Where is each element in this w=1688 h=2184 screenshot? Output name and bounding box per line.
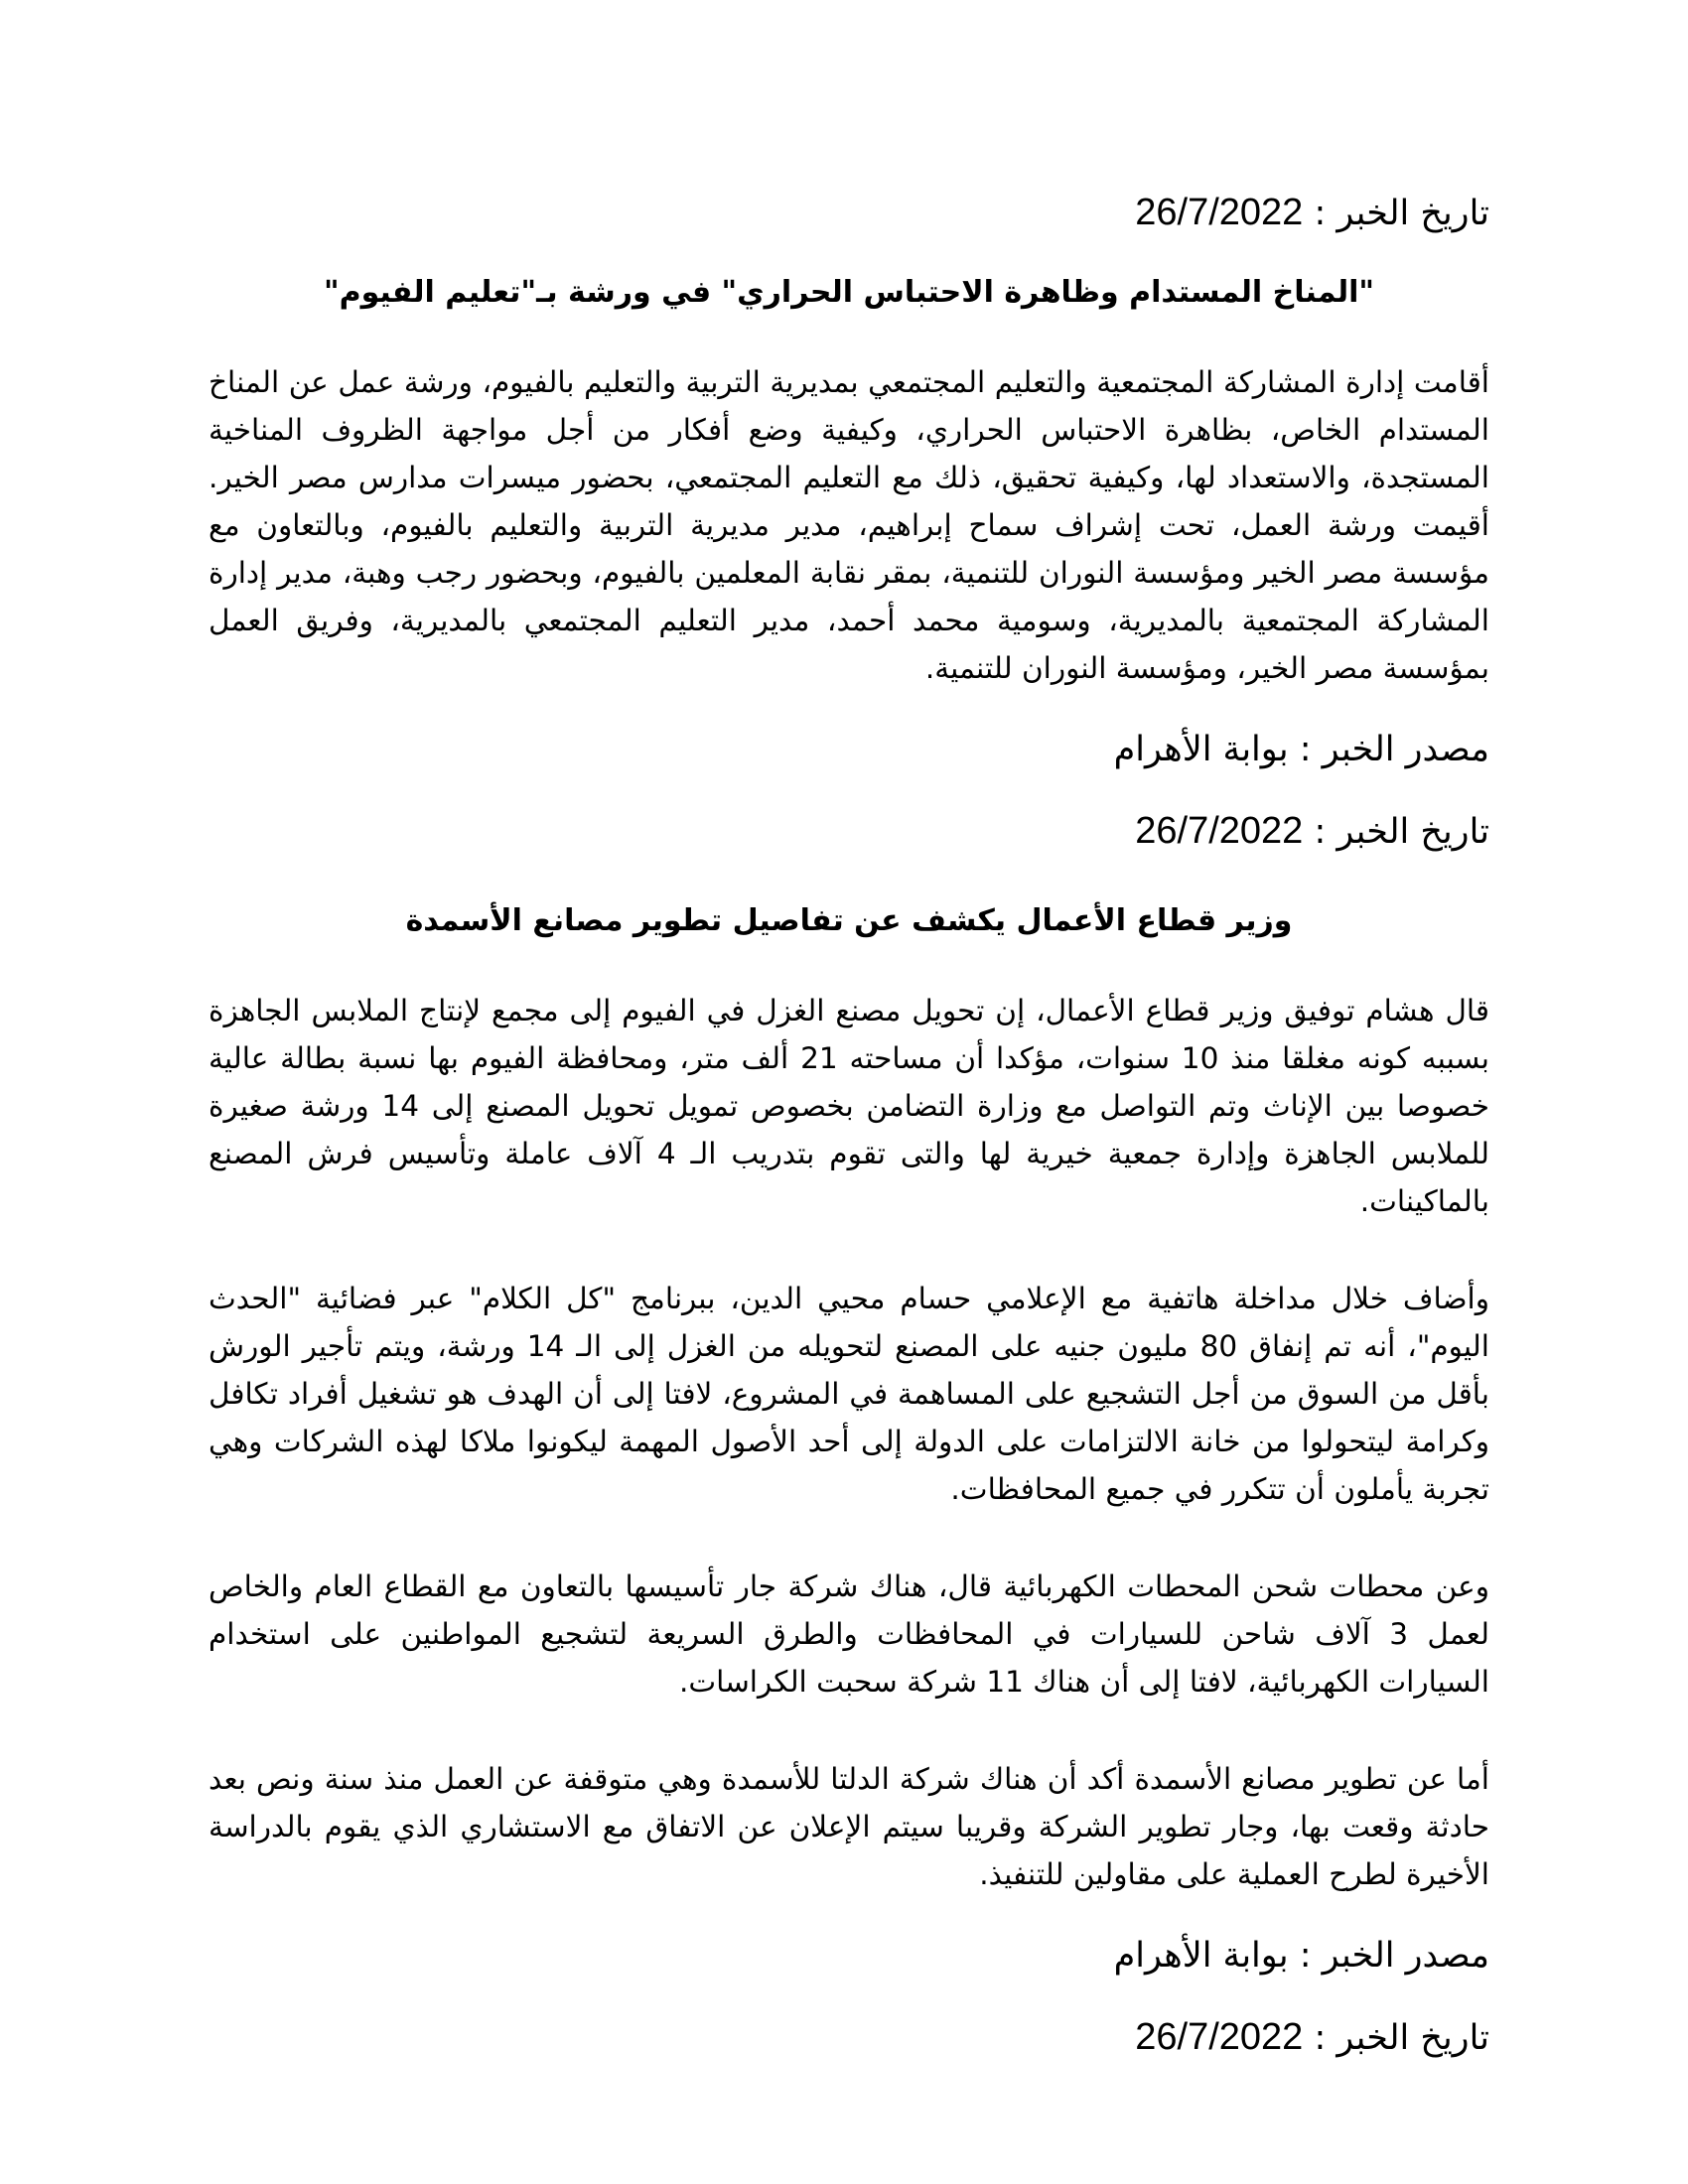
article-2-paragraph-3: وعن محطات شحن المحطات الكهربائية قال، هناك شركة جار تأسيسها بالتعاون مع القطاع العام والخاص لعمل 3 آلاف شاحن للسيارات في المحافظات والطرق السريعة لتشجيع المواطنين على استخدام السيارات الكهربائية، لافتا إلى أن هناك 11 شركة سحبت الكراسات. xyxy=(209,1570,1489,1699)
date-label: تاريخ الخبر : xyxy=(1303,812,1489,852)
date-label: تاريخ الخبر : xyxy=(1303,194,1489,233)
date-label: تاريخ الخبر : xyxy=(1303,2018,1489,2058)
article-1-headline: "المناخ المستدام وظاهرة الاحتباس الحراري" في ورشة بـ"تعليم الفيوم" xyxy=(323,275,1375,310)
document-page xyxy=(209,189,1489,2062)
article-2-date xyxy=(209,807,1489,856)
article-2-headline: وزير قطاع الأعمال يكشف عن تفاصيل تطوير مصانع الأسمدة xyxy=(405,903,1293,938)
article-2-paragraph-2: وأضاف خلال مداخلة هاتفية مع الإعلامي حسام محيي الدين، ببرنامج "كل الكلام" عبر فضائية "الحدث اليوم"، أنه تم إنفاق 80 مليون جنيه على المصنع لتحويله من الغزل إلى الـ 14 ورشة، ويتم تأجير الورش بأقل من السوق من أجل التشجيع على المساهمة في المشروع، لافتا إلى أن الهدف هو تشغيل أفراد تكافل وكرامة ليتحولوا من خانة الالتزامات على الدولة إلى أحد الأصول المهمة ليكونوا ملاكا لهذه الشركات وهي تجربة يأملون أن تتكرر في جميع المحافظات. xyxy=(209,1282,1489,1506)
footer-date xyxy=(209,2013,1489,2062)
article-1-paragraph: أقامت إدارة المشاركة المجتمعية والتعليم المجتمعي بمديرية التربية والتعليم بالفيوم، ورشة عمل عن المناخ المستدام الخاص، بظاهرة الاحتباس الحراري، وكيفية وضع أفكار من أجل مواجهة الظروف المناخية المستجدة، والاستعداد لها، وكيفية تحقيق، ذلك مع التعليم المجتمعي، بحضور ميسرات مدارس مصر الخير. أقيمت ورشة العمل، تحت إشراف سماح إبراهيم، مدير مديرية التربية والتعليم بالفيوم، وبالتعاون مع مؤسسة مصر الخير ومؤسسة النوران للتنمية، بمقر نقابة المعلمين بالفيوم، وبحضور رجب وهبة، مدير إدارة المشاركة المجتمعية بالمديرية، وسومية محمد أحمد، مدير التعليم المجتمعي بالمديرية، وفريق العمل بمؤسسة مصر الخير، ومؤسسة النوران للتنمية. xyxy=(209,365,1489,685)
article-1-source: مصدر الخبر : بوابة الأهرام xyxy=(1113,730,1489,769)
article-2-paragraph-4: أما عن تطوير مصانع الأسمدة أكد أن هناك شركة الدلتا للأسمدة وهي متوقفة عن العمل منذ سنة ونص بعد حادثة وقعت بها، وجار تطوير الشركة وقريبا سيتم الإعلان عن الاتفاق مع الاستشاري الذي يقوم بالدراسة الأخيرة لطرح العملية على مقاولين للتنفيذ. xyxy=(209,1762,1489,1891)
date-value: 26/7/2022 xyxy=(1135,2016,1304,2058)
article-1-date xyxy=(209,189,1489,237)
date-value: 26/7/2022 xyxy=(1135,810,1304,852)
article-2-paragraph-1: قال هشام توفيق وزير قطاع الأعمال، إن تحويل مصنع الغزل في الفيوم إلى مجمع لإنتاج الملابس الجاهزة بسببه كونه مغلقا منذ 10 سنوات، مؤكدا أن مساحته 21 ألف متر، ومحافظة الفيوم بها نسبة بطالة عالية خصوصا بين الإناث وتم التواصل مع وزارة التضامن بخصوص تمويل تحويل المصنع إلى 14 ورشة صغيرة للملابس الجاهزة وإدارة جمعية خيرية لها والتى تقوم بتدريب الـ 4 آلاف عاملة وتأسيس فرش المصنع بالماكينات. xyxy=(209,994,1490,1218)
date-value: 26/7/2022 xyxy=(1135,192,1304,233)
article-2-source: مصدر الخبر : بوابة الأهرام xyxy=(1113,1936,1489,1976)
